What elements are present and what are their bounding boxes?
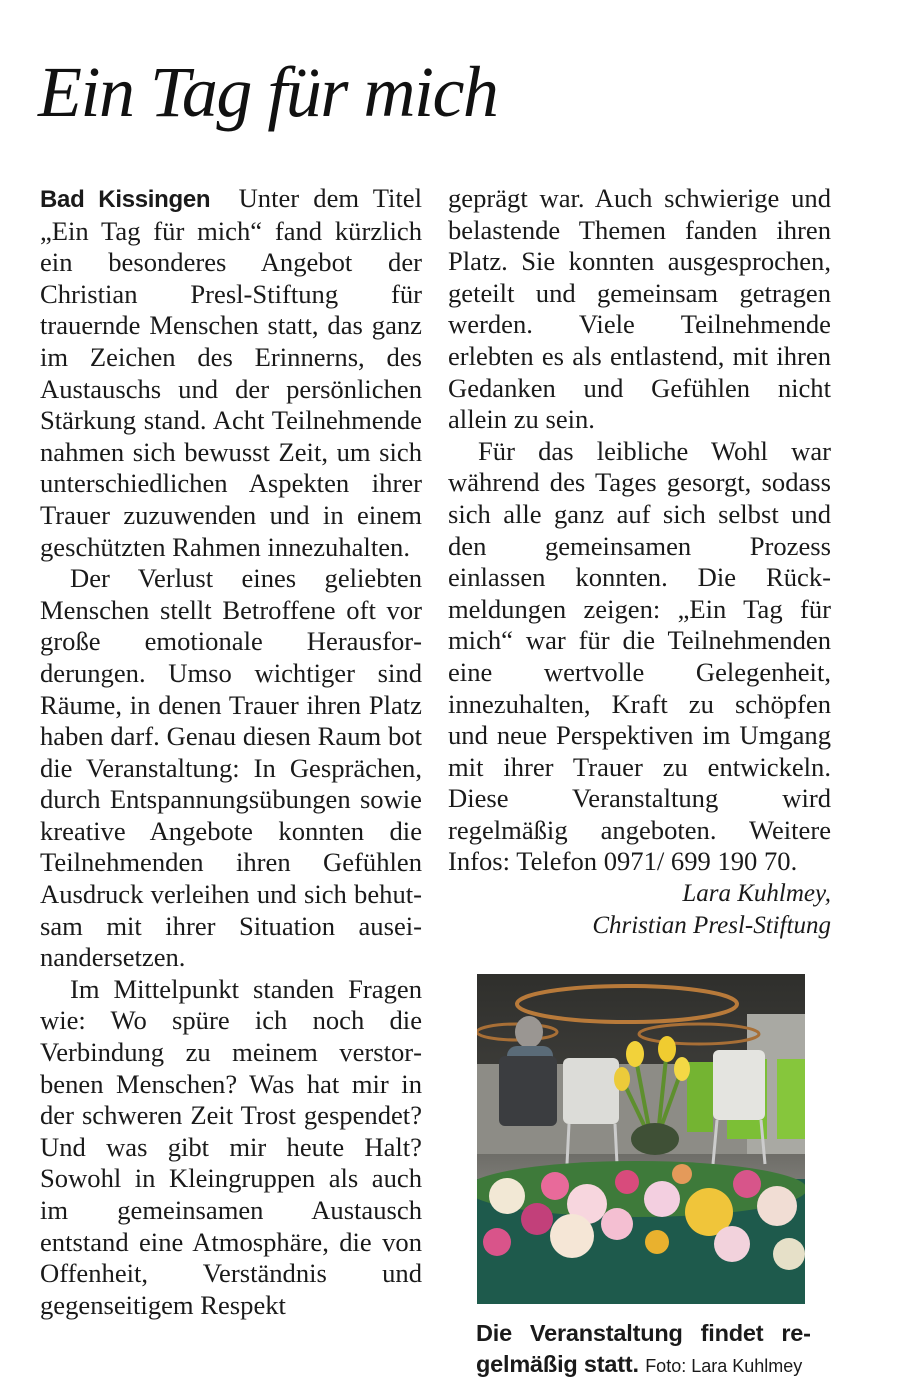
- article-photo: [477, 974, 805, 1304]
- photo-illustration: [477, 974, 805, 1304]
- photo-caption: [476, 1318, 811, 1382]
- paragraph-3-continued: geprägt war. Auch schwierige und belastende Themen fanden ihren Platz. Sie konnten ausgesprochen, geteilt und gemeinsam getragen werden. Viele Teilnehmende erlebten es als entlastend, mit ihren Gedanken und Gefühlen nicht allein zu sein.: [448, 183, 831, 435]
- caption-text: Die Veranstaltung findet regelmäßig statt.: [476, 1320, 811, 1377]
- photo-credit: Foto: Lara Kuhlmey: [645, 1356, 803, 1376]
- headline: Ein Tag für mich: [38, 52, 498, 132]
- paragraph-3: Im Mittelpunkt standen Fragen wie: Wo spüre ich noch die Verbindung zu meinem verstorbenen Menschen? Was hat mir in der schweren Zeit Trost gespendet? Und was gibt mir heute Halt? Sowohl in Kleingruppen als auch im gemeinsamen Austausch entstand eine Atmosphäre, die von Offenheit, Verständnis und gegenseitigem Respekt: [40, 973, 422, 1320]
- paragraph-1-text: Unter dem Titel „Ein Tag für mich“ fand kürzlich ein besonderes Angebot der Christian Presl-Stiftung für trauernde Menschen statt, das ganz im Zeichen des Erinnerns, des Austauschs und der persönlichen Stärkung stand. Acht Teilnehmende nahmen sich bewusst Zeit, um sich unterschiedlichen Aspekten ihrer Trauer zuzuwenden und in einem geschützten Rahmen innezuhalten.: [40, 183, 422, 562]
- dateline: Bad Kissingen: [40, 186, 211, 213]
- paragraph-2: Der Verlust eines geliebten Menschen stellt Betroffene oft vor große emotionale Herausforderungen. Umso wichtiger sind Räume, in denen Trauer ihren Platz haben darf. Genau diesen Raum bot die Veranstaltung: In Gesprächen, durch Entspannungsübungen sowie kreative Angebote konnten die Teilnehmenden ihren Gefühlen Ausdruck verleihen und sich behutsam mit ihrer Situation auseinandersetzen.: [40, 563, 422, 973]
- author-name: Lara Kuhlmey,: [682, 880, 831, 908]
- article-column-2: [448, 183, 831, 941]
- article-column-1: [40, 183, 422, 1321]
- paragraph-4: Für das leibliche Wohl war während des Tages gesorgt, sodass sich alle ganz auf sich selbst und den gemeinsamen Prozess einlassen konnten. Die Rückmeldungen zeigen: „Ein Tag für mich“ war für die Teilnehmenden eine wertvolle Gelegenheit, innezuhalten, Kraft zu schöpfen und neue Perspektiven im Umgang mit ihrer Trauer zu entwickeln. Diese Veranstaltung wird regelmäßig angeboten. Weitere Infos: Telefon 0971/ 699 190 70.: [448, 435, 831, 877]
- paragraph-1: [40, 183, 422, 563]
- author-organization: Christian Presl-Stiftung: [592, 911, 831, 939]
